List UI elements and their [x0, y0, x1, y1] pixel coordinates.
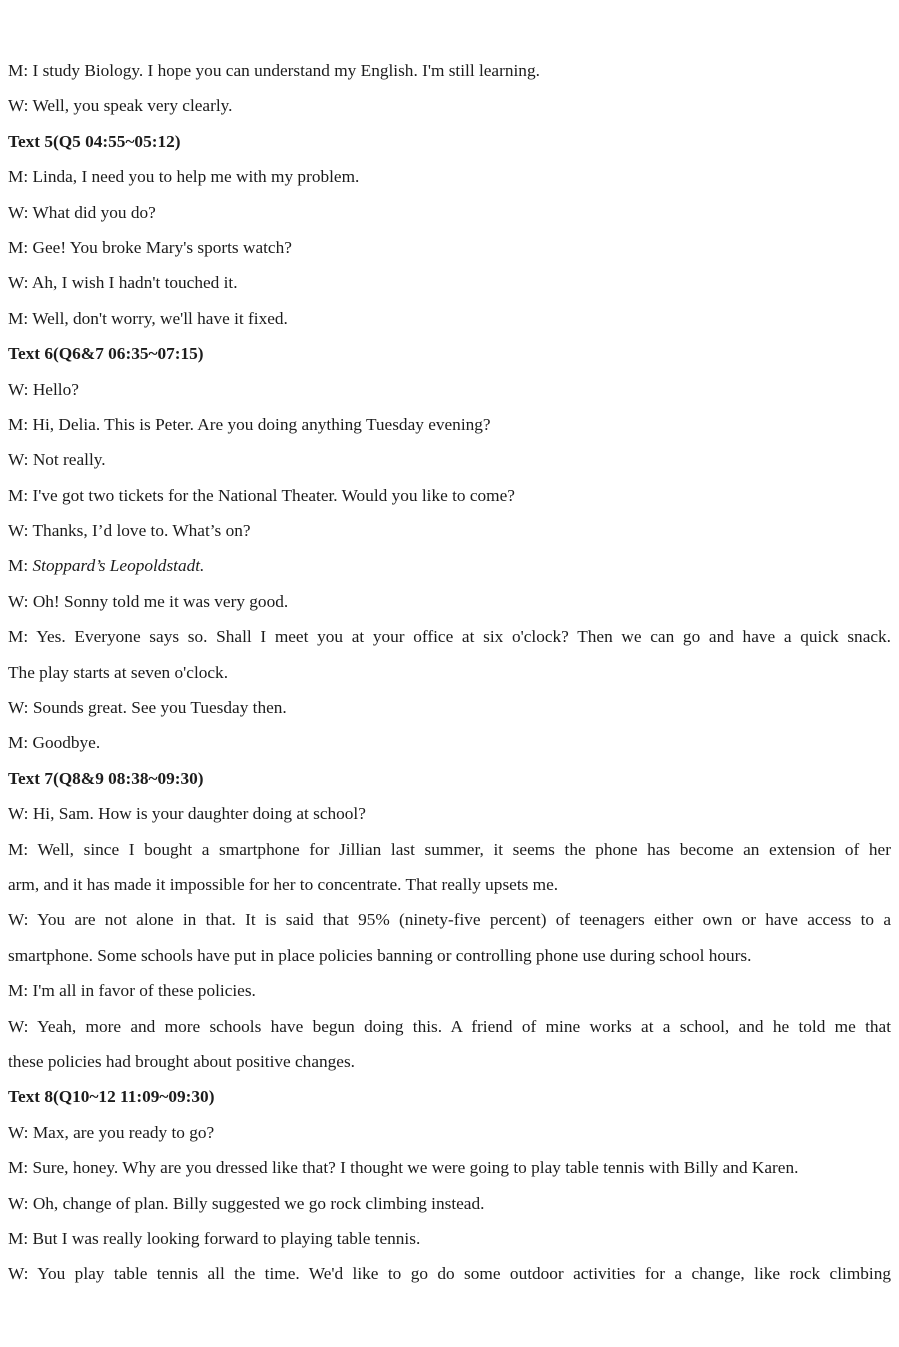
speaker-label: M: — [8, 627, 29, 647]
dialogue-text: Hello? — [32, 379, 79, 399]
speaker-label: W: — [8, 804, 29, 824]
dialogue-line — [0, 53, 899, 88]
speaker-label: M: — [8, 733, 29, 753]
dialogue-text: You are not alone in that. It is said that 95% (ninety-five percent) of teenagers either own or have access to a — [37, 910, 891, 930]
dialogue-text: You play table tennis all the time. We'd like to go do some outdoor activities for a change, like rock climbing — [37, 1264, 891, 1284]
speaker-label: M: — [8, 981, 29, 1001]
dialogue-text: Sounds great. See you Tuesday then. — [32, 698, 287, 718]
dialogue-line — [0, 372, 899, 407]
dialogue-line — [0, 1009, 899, 1044]
dialogue-line — [0, 1256, 899, 1291]
dialogue-line — [0, 407, 899, 442]
dialogue-text: Hi, Sam. How is your daughter doing at school? — [32, 804, 366, 824]
dialogue-line — [0, 159, 899, 194]
speaker-label: M: — [8, 61, 29, 80]
speaker-label: W: — [8, 698, 29, 718]
speaker-label: W: — [8, 1122, 29, 1142]
section-heading: Text 7(Q8&9 08:38~09:30) — [8, 768, 204, 788]
speaker-label: M: — [8, 1158, 29, 1178]
speaker-label: W: — [8, 450, 29, 470]
speaker-label: W: — [8, 1016, 29, 1036]
speaker-label: W: — [8, 1193, 29, 1213]
dialogue-text: Yeah, more and more schools have begun doing this. A friend of mine works at a school, and he told me that — [37, 1016, 891, 1036]
dialogue-text: Hi, Delia. This is Peter. Are you doing anything Tuesday evening? — [32, 414, 491, 434]
dialogue-text: these policies had brought about positive changes. — [8, 1051, 355, 1071]
dialogue-line — [0, 513, 899, 548]
dialogue-text: Sure, honey. Why are you dressed like that? I thought we were going to play table tennis with Billy and Karen. — [32, 1158, 799, 1178]
dialogue-line — [0, 1186, 899, 1221]
dialogue-line — [0, 265, 899, 300]
speaker-label: W: — [8, 379, 29, 399]
transcript-page — [0, 53, 899, 1292]
dialogue-line — [0, 301, 899, 336]
speaker-label: M: — [8, 237, 29, 257]
speaker-label: M: — [8, 414, 29, 434]
dialogue-text: Gee! You broke Mary's sports watch? — [32, 237, 292, 257]
speaker-label: W: — [8, 202, 29, 222]
section-heading: Text 6(Q6&7 06:35~07:15) — [8, 344, 204, 364]
dialogue-line — [0, 796, 899, 831]
dialogue-line — [0, 230, 899, 265]
dialogue-line — [0, 938, 899, 973]
dialogue-text: What did you do? — [32, 202, 156, 222]
dialogue-text: Oh! Sonny told me it was very good. — [32, 591, 289, 611]
speaker-label: M: — [8, 308, 29, 328]
dialogue-text: Linda, I need you to help me with my problem. — [32, 167, 360, 187]
dialogue-text: I study Biology. I hope you can understand my English. I'm still learning. — [32, 61, 540, 80]
dialogue-text: Max, are you ready to go? — [32, 1122, 215, 1142]
dialogue-line — [0, 832, 899, 867]
speaker-label: M: — [8, 485, 29, 505]
dialogue-text: smartphone. Some schools have put in place policies banning or controlling phone use during school hours. — [8, 945, 752, 965]
speaker-label: W: — [8, 1264, 29, 1284]
dialogue-text: Ah, I wish I hadn't touched it. — [31, 273, 238, 293]
dialogue-text: Well, you speak very clearly. — [32, 96, 233, 116]
dialogue-line — [0, 973, 899, 1008]
dialogue-text: Thanks, I’d love to. What’s on? — [32, 521, 251, 541]
dialogue-line — [0, 725, 899, 760]
dialogue-line — [0, 1150, 899, 1185]
dialogue-line — [0, 478, 899, 513]
dialogue-line — [0, 88, 899, 123]
dialogue-line — [0, 1044, 899, 1079]
dialogue-text: Not really. — [32, 450, 106, 470]
dialogue-text: Goodbye. — [32, 733, 101, 753]
dialogue-text: The play starts at seven o'clock. — [8, 662, 229, 682]
dialogue-line — [0, 442, 899, 477]
dialogue-line — [0, 690, 899, 725]
speaker-label: W: — [8, 591, 29, 611]
speaker-label: M: — [8, 167, 29, 187]
dialogue-text: Well, since I bought a smartphone for Jillian last summer, it seems the phone has become an extension of her — [37, 839, 891, 859]
dialogue-text: Well, don't worry, we'll have it fixed. — [32, 308, 288, 328]
dialogue-line — [0, 195, 899, 230]
dialogue-line — [0, 1115, 899, 1150]
dialogue-text: But I was really looking forward to playing table tennis. — [32, 1228, 421, 1248]
dialogue-text: Yes. Everyone says so. Shall I meet you at your office at six o'clock? Then we can go and have a quick snack. — [36, 627, 891, 647]
dialogue-line — [0, 1221, 899, 1256]
speaker-label: W: — [8, 96, 29, 116]
speaker-label: W: — [8, 910, 29, 930]
speaker-label: M: — [8, 1228, 29, 1248]
dialogue-line — [0, 902, 899, 937]
dialogue-line — [0, 584, 899, 619]
dialogue-text: I've got two tickets for the National Theater. Would you like to come? — [32, 485, 515, 505]
speaker-label: M: — [8, 556, 29, 576]
dialogue-line — [0, 619, 899, 654]
play-title: Stoppard’s Leopoldstadt. — [32, 556, 205, 576]
speaker-label: W: — [8, 273, 29, 293]
dialogue-line — [0, 548, 899, 583]
dialogue-line — [0, 655, 899, 690]
speaker-label: M: — [8, 839, 29, 859]
speaker-label: W: — [8, 521, 29, 541]
section-heading: Text 5(Q5 04:55~05:12) — [8, 131, 181, 151]
dialogue-text: arm, and it has made it impossible for her to concentrate. That really upsets me. — [8, 874, 559, 894]
section-heading: Text 8(Q10~12 11:09~09:30) — [8, 1087, 215, 1107]
dialogue-text: Oh, change of plan. Billy suggested we go rock climbing instead. — [32, 1193, 485, 1213]
dialogue-text: I'm all in favor of these policies. — [32, 981, 256, 1001]
dialogue-line — [0, 867, 899, 902]
